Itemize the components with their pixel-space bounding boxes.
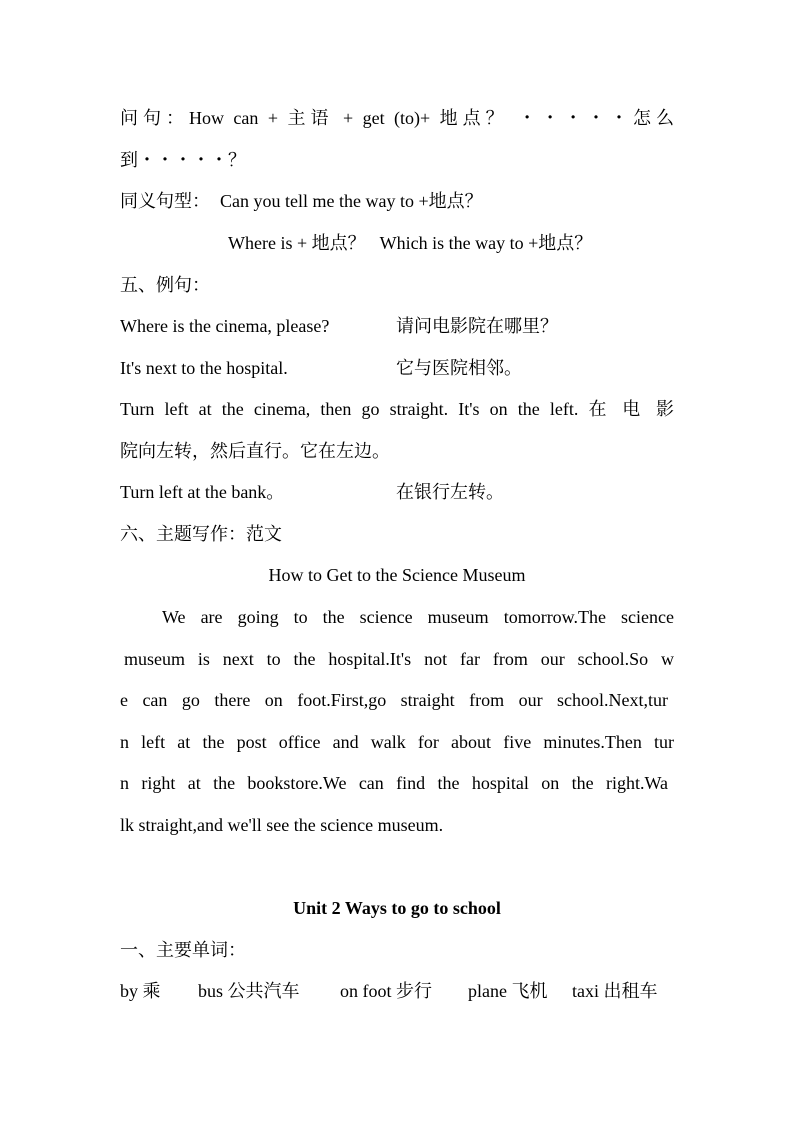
vocab-item: bus 公共汽车 xyxy=(198,981,300,1001)
question-pattern-line2: 到・・・・・？ xyxy=(120,150,246,170)
synonym-pattern-line xyxy=(120,189,674,213)
example-row xyxy=(120,314,674,338)
example-english: Where is the cinema, please? xyxy=(120,316,330,336)
example-chinese: 在银行左转。 xyxy=(396,482,504,502)
example-row xyxy=(120,480,674,504)
vocab-item: on foot 步行 xyxy=(340,981,432,1001)
synonym-sentence-1: Can you tell me the way to +地点？ xyxy=(220,191,483,211)
vocab-item: taxi 出租车 xyxy=(572,981,658,1001)
vocab-heading: 一、主要单词： xyxy=(120,940,246,960)
example-long-line1: Turn left at the cinema, then go straight. It's on the left. 在 电 影 xyxy=(120,399,674,419)
example-english: It's next to the hospital. xyxy=(120,358,288,378)
synonym-sentence-3: Which is the way to +地点？ xyxy=(379,233,593,253)
essay-line: lk straight,and we'll see the science museum. xyxy=(120,815,444,835)
writing-heading: 六、主题写作：范文 xyxy=(120,524,282,544)
essay-line: n right at the bookstore.We can find the hospital on the right.Wa xyxy=(120,773,668,793)
unit-title: Unit 2 Ways to go to school xyxy=(293,898,501,918)
example-english: Turn left at the bank。 xyxy=(120,482,285,502)
synonym-pattern-line2 xyxy=(228,231,674,255)
synonym-sentence-2: Where is + 地点？ xyxy=(228,233,366,253)
example-chinese: 请问电影院在哪里？ xyxy=(396,316,558,336)
essay-line: n left at the post office and walk for about five minutes.Then tur xyxy=(120,732,674,752)
examples-heading: 五、例句： xyxy=(120,275,210,295)
example-long-line2: 院向左转，然后直行。它在左边。 xyxy=(120,441,390,461)
example-chinese: 它与医院相邻。 xyxy=(396,358,522,378)
question-pattern-line1: 问句：How can + 主语 + get (to)+ 地点？ ・・・・・怎么 xyxy=(120,108,674,128)
essay-title: How to Get to the Science Museum xyxy=(268,565,526,585)
essay-line: e can go there on foot.First,go straight from our school.Next,tur xyxy=(120,690,668,710)
synonym-label: 同义句型： xyxy=(120,191,210,211)
essay-line: museum is next to the hospital.It's not far from our school.So w xyxy=(124,649,674,669)
essay-line: We are going to the science museum tomorrow.The science xyxy=(162,607,674,627)
vocab-item: plane 飞机 xyxy=(468,981,548,1001)
example-row xyxy=(120,356,674,380)
vocab-item: by 乘 xyxy=(120,981,161,1001)
